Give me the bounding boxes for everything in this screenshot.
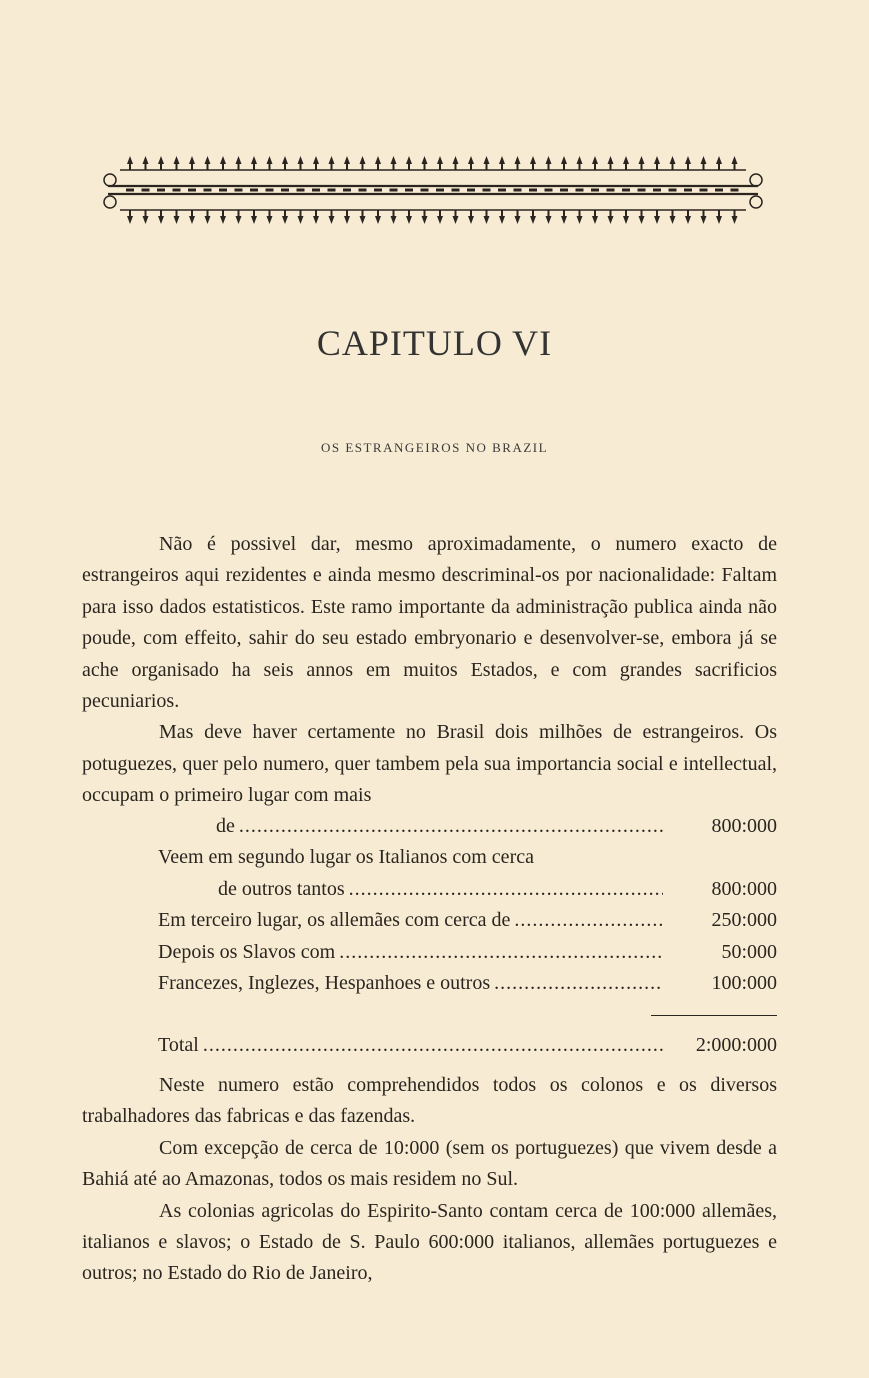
bottom-text-block	[82, 1070, 777, 1290]
chapter-subtitle: OS ESTRANGEIROS NO BRAZIL	[320, 440, 549, 455]
row-label: Em terceiro lugar, os allemães com cerca de	[158, 909, 511, 932]
table-row	[158, 811, 777, 842]
statistics-table	[158, 811, 777, 1062]
decorative-header-ornament-icon	[100, 150, 766, 230]
row-value: 800:000	[711, 877, 777, 900]
sum-rule	[158, 999, 777, 1030]
total-value: 2:000:000	[695, 1034, 777, 1057]
dot-leader	[514, 905, 663, 936]
chapter-title: CAPITULO VI	[316, 323, 553, 363]
row-value: 800:000	[711, 815, 777, 837]
row-value: 250:000	[711, 909, 777, 932]
dot-leader	[203, 1030, 663, 1061]
top-text-block	[82, 529, 777, 812]
total-row	[158, 1030, 777, 1061]
dot-leader	[349, 874, 663, 905]
table-row	[158, 874, 777, 905]
table-row	[158, 905, 777, 936]
row-label: Depois os Slavos com	[158, 940, 336, 963]
dot-leader	[239, 811, 663, 842]
row-label: de outros tantos	[218, 877, 345, 900]
paragraph: As colonias agricolas do Espirito-Santo contam cerca de 100:000 allemães, italianos e slavos; o Estado de S. Paulo 600:000 italianos, allemães portuguezes e outros; no Estado do Rio de Janeiro,	[82, 1199, 777, 1285]
dot-leader	[494, 968, 663, 999]
total-label: Total	[158, 1034, 199, 1057]
table-row	[158, 968, 777, 999]
row-value: 50:000	[721, 940, 777, 963]
paragraph: Com excepção de cerca de 10:000 (sem os portuguezes) que vivem desde a Bahiá até ao Amazonas, todos os mais residem no Sul.	[82, 1136, 777, 1191]
paragraph: Mas deve haver certamente no Brasil dois milhões de estrangeiros. Os potuguezes, quer pelo numero, quer tambem pela sua importancia social e intellectual, occupam o primeiro lugar com mais	[82, 721, 777, 807]
paragraph: Neste numero estão comprehendidos todos os colonos e os diversos trabalhadores das fabricas e das fazendas.	[82, 1074, 777, 1128]
table-row	[158, 842, 777, 873]
row-value: 100:000	[711, 971, 777, 994]
row-label: Francezes, Inglezes, Hespanhoes e outros	[158, 971, 491, 994]
row-label: de	[216, 815, 235, 837]
paragraph: Não é possivel dar, mesmo aproximadamente, o numero exacto de estrangeiros aqui rezidentes e ainda mesmo descriminal-os por nacionalidade: Faltam para isso dados estatisticos. Este ramo importante da administração publica ainda não poude, com effeito, sahir do seu estado embryonario e desenvolver-se, embora já se ache organisado ha seis annos em muitos Estados, e com grandes sacrificios pecuniarios.	[82, 533, 777, 713]
row-label: Veem em segundo lugar os Italianos com cerca	[158, 846, 534, 869]
table-row	[158, 937, 777, 968]
dot-leader	[339, 937, 663, 968]
